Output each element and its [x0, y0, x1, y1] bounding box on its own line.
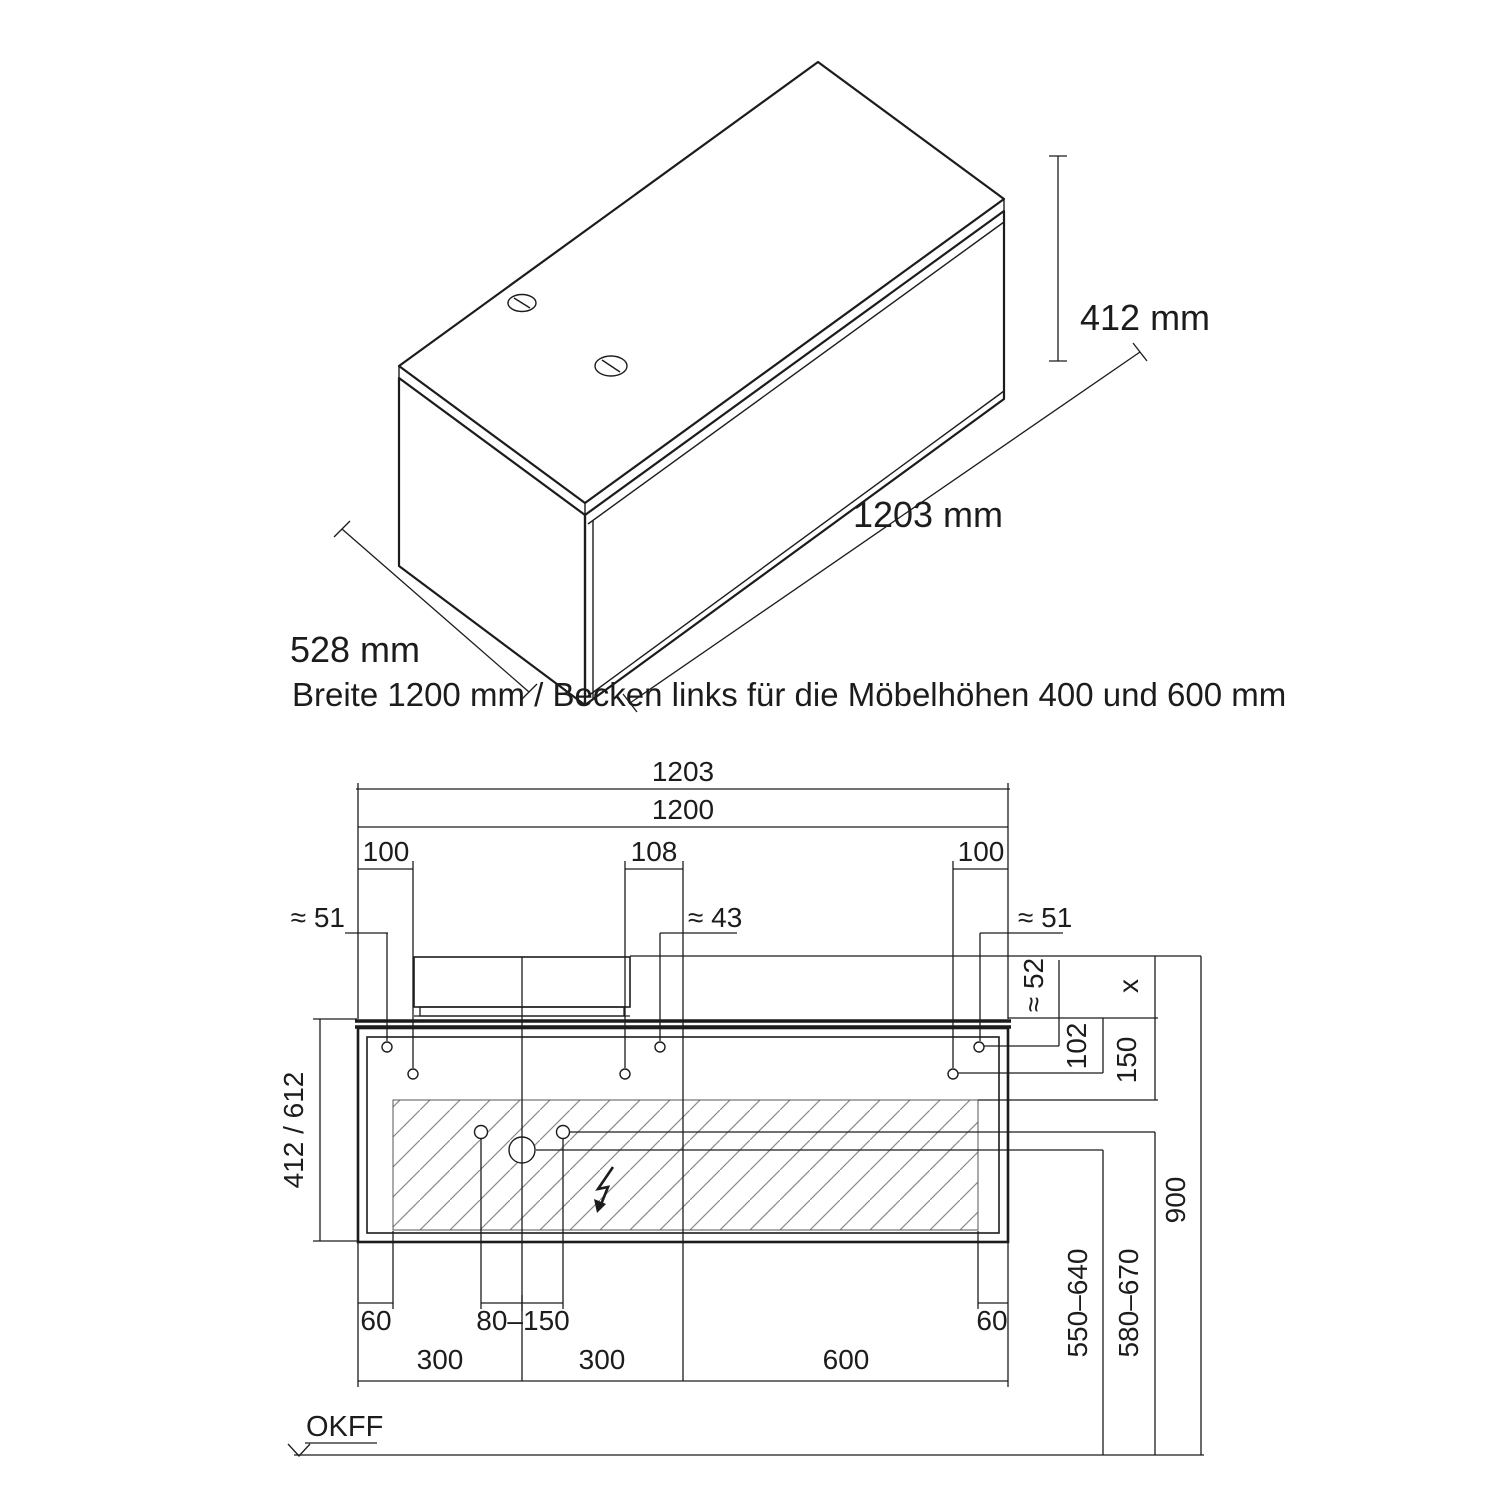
- dim-cabinet-height: 412 / 612: [278, 1071, 309, 1189]
- iso-left-face: [399, 378, 585, 705]
- dim-approx-right: ≈ 51: [1018, 902, 1073, 933]
- iso-depth-label: 528 mm: [289, 629, 421, 670]
- dim-valve-spacing: 80–150: [476, 1305, 570, 1336]
- valve-left-circle: [475, 1126, 488, 1139]
- drawing-caption: Breite 1200 mm / Becken links für die Möbelhöhen 400 und 600 mm: [292, 676, 1287, 713]
- front-elevation-view: [278, 756, 1204, 1456]
- dim-carcass-width: 1200: [651, 794, 715, 825]
- dim-basin-height-x: x: [1113, 979, 1144, 993]
- dim-total-width: 1203: [651, 756, 715, 787]
- mount-hole-upper-right: [974, 1042, 984, 1052]
- iso-height-label: 412 mm: [1080, 297, 1211, 338]
- dim-inset-left: 60: [360, 1305, 392, 1336]
- dim-drain-height: 550–640: [1062, 1248, 1093, 1358]
- dim-inset-right: 60: [976, 1305, 1008, 1336]
- iso-width-label: 1203 mm: [852, 494, 1004, 535]
- iso-drain-hole-icon: [595, 356, 627, 376]
- dim-approx-top: ≈ 52: [1018, 957, 1049, 1013]
- mount-hole-lower-mid: [620, 1069, 630, 1079]
- iso-dim-width: [623, 343, 1147, 712]
- dim-150: 150: [1111, 1036, 1142, 1084]
- valve-right-circle: [557, 1126, 570, 1139]
- dim-valve-height: 580–670: [1113, 1248, 1144, 1358]
- dim-hole-left: 100: [362, 836, 410, 867]
- isometric-cabinet-view: [290, 62, 1210, 712]
- dim-approx-left: ≈ 51: [290, 902, 345, 933]
- floor-datum: [288, 1411, 1204, 1456]
- mount-hole-lower-left: [408, 1069, 418, 1079]
- dim-approx-mid: ≈ 43: [688, 902, 743, 933]
- mount-hole-upper-left: [382, 1042, 392, 1052]
- iso-dim-depth: [290, 521, 537, 700]
- iso-top-edge: [399, 211, 1004, 515]
- floor-datum-label: OKFF: [306, 1411, 384, 1443]
- dim-300-a: 300: [416, 1344, 464, 1375]
- dim-102: 102: [1061, 1022, 1092, 1070]
- iso-dim-height: [1049, 156, 1210, 361]
- mount-hole-upper-mid: [655, 1042, 665, 1052]
- iso-top-face: [399, 62, 1004, 503]
- iso-tap-hole-icon: [508, 295, 536, 312]
- dim-hole-right: 100: [957, 836, 1005, 867]
- dim-600: 600: [822, 1344, 870, 1375]
- dim-hole-mid: 108: [630, 836, 678, 867]
- dim-rim-height: 900: [1160, 1176, 1191, 1224]
- dim-300-b: 300: [578, 1344, 626, 1375]
- mount-hole-lower-right: [948, 1069, 958, 1079]
